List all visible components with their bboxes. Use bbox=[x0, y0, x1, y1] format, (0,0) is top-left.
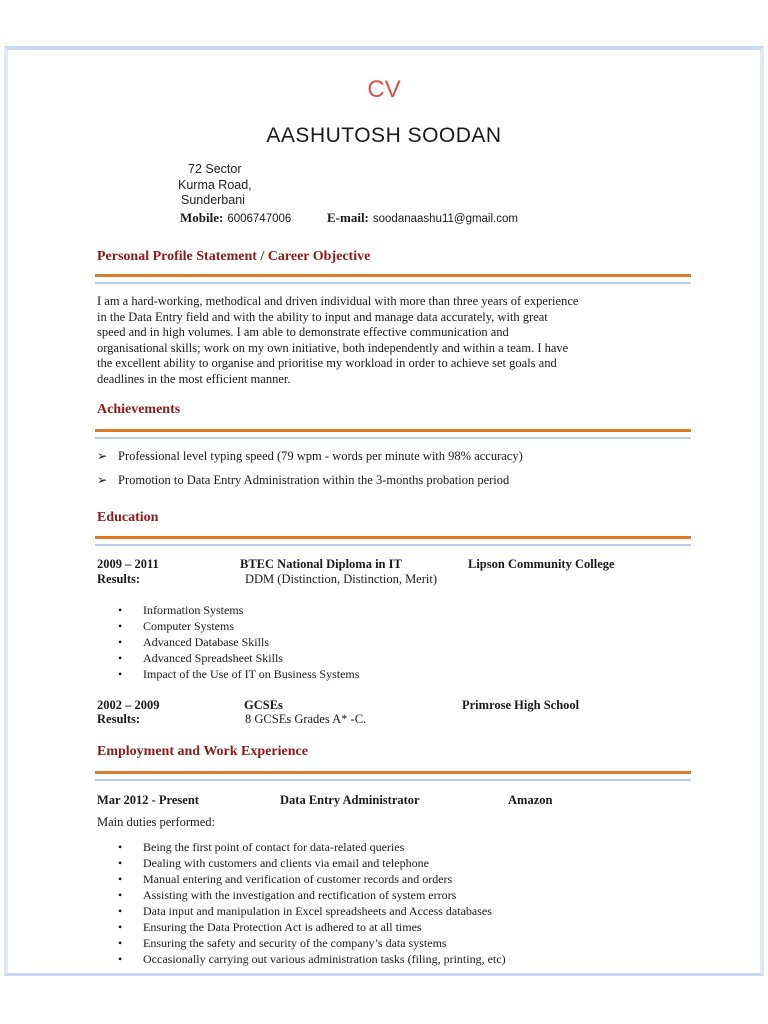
section-rule-accent bbox=[95, 544, 691, 546]
education-result: 8 GCSEs Grades A* -C. bbox=[245, 712, 367, 726]
duty-item: • Data input and manipulation in Excel spreadsheets and Access databases bbox=[118, 904, 492, 918]
bullet-dot-icon: • bbox=[118, 619, 123, 633]
module-item: • Advanced Database Skills bbox=[118, 635, 269, 649]
employment-dates: Mar 2012 - Present bbox=[97, 793, 199, 807]
profile-line: in the Data Entry field and with the ability to input and manage data accurately, with great bbox=[97, 309, 548, 324]
profile-line: speed and in high volumes. I am able to demonstrate effective communication and bbox=[97, 325, 509, 340]
achievement-text: Professional level typing speed (79 wpm - words per minute with 98% accuracy) bbox=[118, 449, 523, 463]
duty-item: • Dealing with customers and clients via email and telephone bbox=[118, 856, 429, 870]
section-rule bbox=[95, 274, 691, 277]
mobile-number: 6006747006 bbox=[227, 213, 292, 225]
email-contact bbox=[327, 209, 518, 227]
section-rule-accent bbox=[95, 779, 691, 781]
achievement-item bbox=[97, 472, 509, 488]
address-line-3: Sunderbani bbox=[181, 193, 245, 207]
arrow-bullet-icon: ➢ bbox=[97, 473, 108, 487]
education-institution: Primrose High School bbox=[462, 698, 580, 712]
address-line-2: Kurma Road, bbox=[178, 178, 252, 192]
bullet-dot-icon: • bbox=[118, 904, 123, 918]
viewer-background bbox=[0, 976, 768, 1024]
bullet-dot-icon: • bbox=[118, 952, 123, 966]
module-item: • Information Systems bbox=[118, 603, 244, 617]
achievement-text: Promotion to Data Entry Administration within the 3-months probation period bbox=[118, 473, 510, 487]
results-label: Results: bbox=[97, 712, 141, 726]
module-item: • Computer Systems bbox=[118, 619, 235, 633]
profile-line: organisational skills; work on my own initiative, both independently and within a team. I have bbox=[97, 340, 569, 355]
duty-item: • Manual entering and verification of customer records and orders bbox=[118, 872, 453, 886]
education-dates: 2009 – 2011 bbox=[97, 557, 159, 571]
education-heading: Education bbox=[97, 510, 159, 525]
employment-heading: Employment and Work Experience bbox=[97, 744, 308, 759]
education-qualification: BTEC National Diploma in IT bbox=[240, 557, 402, 571]
bullet-dot-icon: • bbox=[118, 651, 123, 665]
bullet-dot-icon: • bbox=[118, 920, 123, 934]
section-rule bbox=[95, 429, 691, 432]
duty-item: • Assisting with the investigation and rectification of system errors bbox=[118, 888, 457, 902]
address-line-1: 72 Sector bbox=[188, 162, 242, 176]
duty-item: • Being the first point of contact for data-related queries bbox=[118, 840, 405, 854]
module-item: • Impact of the Use of IT on Business Systems bbox=[118, 667, 360, 681]
employment-company: Amazon bbox=[508, 793, 553, 807]
bullet-dot-icon: • bbox=[118, 888, 123, 902]
bullet-dot-icon: • bbox=[118, 840, 123, 854]
achievement-item bbox=[97, 448, 523, 464]
duty-item: • Ensuring the Data Protection Act is adhered to at all times bbox=[118, 920, 422, 934]
duty-item: • Occasionally carrying out various administration tasks (filing, printing, etc) bbox=[118, 952, 506, 966]
education-institution: Lipson Community College bbox=[468, 557, 615, 571]
email-label: E-mail: bbox=[327, 210, 369, 225]
employment-role: Data Entry Administrator bbox=[280, 793, 420, 807]
section-rule bbox=[95, 771, 691, 774]
section-rule-accent bbox=[95, 282, 691, 284]
duty-item: • Ensuring the safety and security of the company’s data systems bbox=[118, 936, 447, 950]
results-label: Results: bbox=[97, 572, 141, 586]
mobile-contact bbox=[180, 209, 291, 227]
profile-line: the excellent ability to organise and prioritise my workload in order to achieve set goals and bbox=[97, 356, 557, 371]
bullet-dot-icon: • bbox=[118, 936, 123, 950]
module-item: • Advanced Spreadsheet Skills bbox=[118, 651, 283, 665]
bullet-dot-icon: • bbox=[118, 603, 123, 617]
education-result: DDM (Distinction, Distinction, Merit) bbox=[245, 572, 437, 586]
arrow-bullet-icon: ➢ bbox=[97, 449, 108, 463]
profile-heading: Personal Profile Statement / Career Objective bbox=[97, 249, 371, 264]
bullet-dot-icon: • bbox=[118, 872, 123, 886]
mobile-label: Mobile: bbox=[180, 210, 224, 225]
bullet-dot-icon: • bbox=[118, 635, 123, 649]
duties-intro: Main duties performed: bbox=[97, 815, 216, 829]
candidate-name: AASHUTOSH SOODAN bbox=[266, 124, 502, 147]
section-rule-accent bbox=[95, 437, 691, 439]
profile-line: I am a hard-working, methodical and driven individual with more than three years of experience bbox=[97, 294, 579, 308]
profile-line: deadlines in the most efficient manner. bbox=[97, 372, 291, 386]
bullet-dot-icon: • bbox=[118, 667, 123, 681]
education-qualification: GCSEs bbox=[244, 698, 283, 712]
education-dates: 2002 – 2009 bbox=[97, 698, 160, 712]
email-address: soodanaashu11@gmail.com bbox=[372, 213, 518, 225]
section-rule bbox=[95, 536, 691, 539]
achievements-heading: Achievements bbox=[97, 402, 181, 417]
cv-title: CV bbox=[367, 76, 401, 103]
bullet-dot-icon: • bbox=[118, 856, 123, 870]
